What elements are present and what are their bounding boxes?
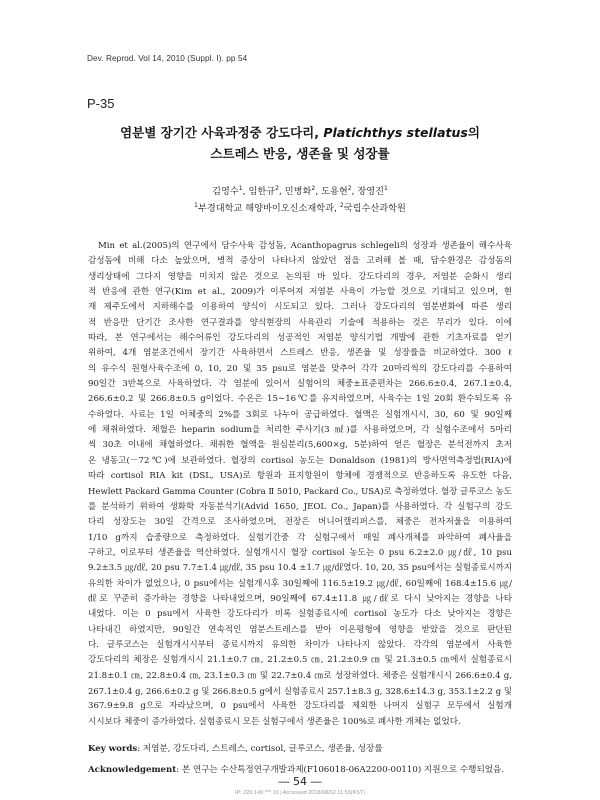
title-suffix: 의 [467, 125, 480, 140]
author-list: 김영수$^1$, 임한규$^2$, 민병화$^2$, 도용현$^2$, 장영진$^1$ [212, 184, 388, 197]
body-line: 다. 글루코스는 실험개시시부터 종료시까지 유의한 차이가 나타나지 않았다. 각각의 염분에서 사육한 [88, 639, 512, 650]
body-line: 367.9±9.8 g으로 자라났으며, 0 psu에서 사육한 강도다리를 제외한 나머지 실험구 모두에서 실험개 [88, 701, 512, 712]
body-line: 감성돔에 비해 다소 높았으며, 병적 증상이 나타나지 않았던 점을 고려해 볼 때, 담수환경은 감성돔의 [88, 256, 512, 267]
affiliation-1: 부경대학교 해양바이오신소재학과, [197, 203, 340, 214]
page-number: ― 54 ― [278, 775, 322, 788]
affiliation-mark: 1 [194, 201, 198, 209]
body-line: 266.6±0.2 및 266.8±0.5 g이었다. 수온은 15∼16℃를 유지하였으며, 사육수는 1일 20회 환수되도록 유 [88, 394, 512, 405]
acknowledgement-text: : 본 연구는 수산특정연구개발과제(F106018-06A2200-00110) 지원으로 수행되었음. [176, 765, 505, 775]
title-prefix: 염분별 장기간 사육과정중 강도다리, [120, 125, 324, 140]
body-line: 9.2±3.5 ㎍/㎗, 20 psu 7.7±1.4 ㎍/㎗, 35 psu 10.4 ±1.7 ㎍/㎗였다. 10, 20, 35 psu에서는 실험종료시까지 [88, 563, 512, 574]
paper-title-line-1 [95, 123, 505, 142]
author: 장영진 [357, 186, 385, 197]
body-line: 유의한 차이가 없었으나, 0 psu에서는 실험개시후 30일째에 116.5±19.2 ㎍/㎗, 60일째에 168.4±15.6 ㎍/ [88, 578, 512, 589]
acknowledgement-label: Acknowledgement [88, 765, 177, 775]
acknowledgement [88, 763, 512, 775]
abstract-body [88, 239, 512, 730]
paper-title-line-2: 스트레스 반응, 생존율 및 성장률 [210, 146, 390, 161]
body-line: 적 반응만 단기간 조사한 연구결과를 양식현장의 사육관리 기술에 적용하는 것은 무리가 있다. 이에 [88, 317, 512, 328]
body-line: 강도다리의 체장은 실험개시시 21.1±0.7 ㎝, 21.2±0.5 ㎝, 21.2±0.9 ㎝ 및 21.3±0.5 ㎝에서 실험종료시 [88, 655, 512, 666]
body-line: 따라, 본 연구에서는 해수어류인 강도다리의 성공적인 저염분 양식기법 개발에 관한 기초자료를 얻기 [88, 333, 512, 344]
author-affiliation-mark: 2 [275, 184, 279, 192]
body-line: 1/10 g까지 습중량으로 측정하였다. 실험기간중 각 실험구에서 매일 폐사개체를 파악하여 폐사율을 [88, 532, 512, 543]
download-stamp: IP: 220.149.***.10 | Accessed 2018/08/02 11:53(KST) [234, 790, 366, 796]
body-line: 재 제주도에서 지하해수를 이용하여 양식이 시도되고 있다. 그러나 강도다리의 염분변화에 따른 생리 [88, 302, 512, 313]
title-species: Platichthys stellatus [323, 125, 468, 140]
body-line: 다리 성장도는 30일 간격으로 조사하였으며, 전장은 버니어캘리퍼스를, 체중은 전자저울을 이용하여 [88, 517, 512, 528]
section-label: P-35 [87, 96, 115, 111]
body-line: 구하고, 이로부터 생존율을 역산하였다. 실험개시시 혈장 cortisol 농도는 0 psu 6.2±2.0 ㎍/㎗, 10 psu [88, 547, 512, 558]
author-affiliation-mark: 2 [311, 184, 316, 192]
body-line: 온 냉동고(－72℃)에 보관하였다. 혈장의 cortisol 농도는 Donaldson (1981)의 방사면역측정법(RIA)에 [88, 455, 512, 466]
body-line: 수하였다. 사료는 1일 어체중의 2%를 3회로 나누어 공급하였다. 혈액은 실험개시시, 30, 60 및 90일째 [88, 409, 512, 420]
author: 김영수 [212, 186, 239, 197]
affiliation-mark: 2 [339, 201, 344, 209]
keywords-text: : 저염분, 강도다리, 스트레스, cortisol, 글루코스, 생존율, 성장률 [137, 744, 383, 754]
body-line: 생리상태에 그다지 영향을 미치지 않은 것으로 논의된 바 있다. 강도다리의 경우, 저염분 순화시 생리 [88, 271, 512, 282]
body-line: 267.1±0.4 g, 266.6±0.2 g 및 266.8±0.5 g에서 실험종료시 257.1±8.3 g, 328.6±14.3 g, 353.1±2.2 g 및 [88, 685, 512, 696]
body-line: Min et al.(2005)의 연구에서 담수사육 감성돔, Acanthopagrus schlegeli의 성장과 생존율이 해수사육 [98, 241, 512, 251]
keywords [88, 742, 512, 754]
body-line: 시시보다 체중이 증가하였다. 실험종료시 모든 실험구에서 생존율은 100%로 폐사한 개체는 없었다. [88, 716, 461, 727]
body-line: 90일간 3반복으로 사육하였다. 각 염분에 있어서 실험어의 체중±표준편차는 266.6±0.4, 267.1±0.4, [88, 379, 512, 390]
body-line: 의 유수식 원형사육수조에 0, 10, 20 및 35 psu로 염분을 맞추어 각각 20마리씩의 강도다리를 수용하여 [88, 363, 512, 374]
body-line: 내었다. 이는 0 psu에서 사육한 강도다리가 비록 실험종료시에 cortisol 농도가 다소 낮아지는 경향은 [88, 609, 512, 620]
body-line: 씩 30초 이내에 채혈하였다. 채취한 혈액을 원심분리(5,600×g, 5분)하여 얻은 혈장은 분석전까지 초저 [88, 440, 512, 451]
body-line: 에 채취하였다. 채혈은 heparin sodium을 처리한 주사기(3 ㎖)를 사용하였으며, 각 실험수조에서 5마리 [88, 425, 512, 436]
body-line: 21.8±0.1 ㎝, 22.8±0.4 ㎝, 23.1±0.3 ㎝ 및 22.7±0.4 ㎝로 성장하였다. 체중은 실험개시시 266.6±0.4 g, [88, 670, 512, 681]
author-affiliation-mark: 1 [238, 184, 243, 192]
running-head: Dev. Reprod. Vol 14, 2010 (Suppl. I). pp 54 [87, 54, 248, 63]
author: 도용현 [321, 186, 348, 197]
body-line: 를 분석하기 위하여 생화학 자동분석기(Advid 1650, JEOL Co., Japan)를 사용하였다. 각 실험구의 강도 [88, 501, 512, 512]
author-affiliation-mark: 2 [347, 184, 352, 192]
affiliations [95, 200, 505, 214]
author: 임한규 [248, 186, 276, 197]
affiliation-2: 국립수산과학원 [343, 203, 406, 214]
author-affiliation-mark: 1 [384, 184, 388, 192]
body-line: 위하여, 4개 염분조건에서 장기간 사육하면서 스트레스 반응, 생존율 및 성장률을 비교하였다. 300 ℓ [88, 348, 512, 359]
body-line: 따라 cortisol RIA kit (DSL, USA)로 항원과 표지항원이 항체에 경쟁적으로 반응하도록 유도한 다음, [88, 471, 512, 482]
keywords-label: Key words [88, 744, 138, 754]
body-line: 적 반응에 관한 연구(Kim et al., 2009)가 이루어져 저염분 사육이 가능할 것으로 기대되고 있으며, 현 [88, 287, 512, 298]
body-line: ㎗로 꾸준히 증가하는 경향을 나타내었으며, 90일째에 67.4±11.8 ㎍/㎗로 다시 낮아지는 경향을 나타 [88, 593, 512, 604]
body-line: 나타내긴 하였지만, 90일간 연속적인 염분스트레스를 받아 이온평형에 영향을 받았을 것으로 판단된 [88, 624, 512, 635]
author: 민병화 [284, 186, 312, 197]
body-line: Hewlett Packard Gamma Counter (Cobra Ⅱ 5010, Packard Co., USA)로 측정하였다. 혈장 글루코스 농도 [88, 486, 512, 497]
